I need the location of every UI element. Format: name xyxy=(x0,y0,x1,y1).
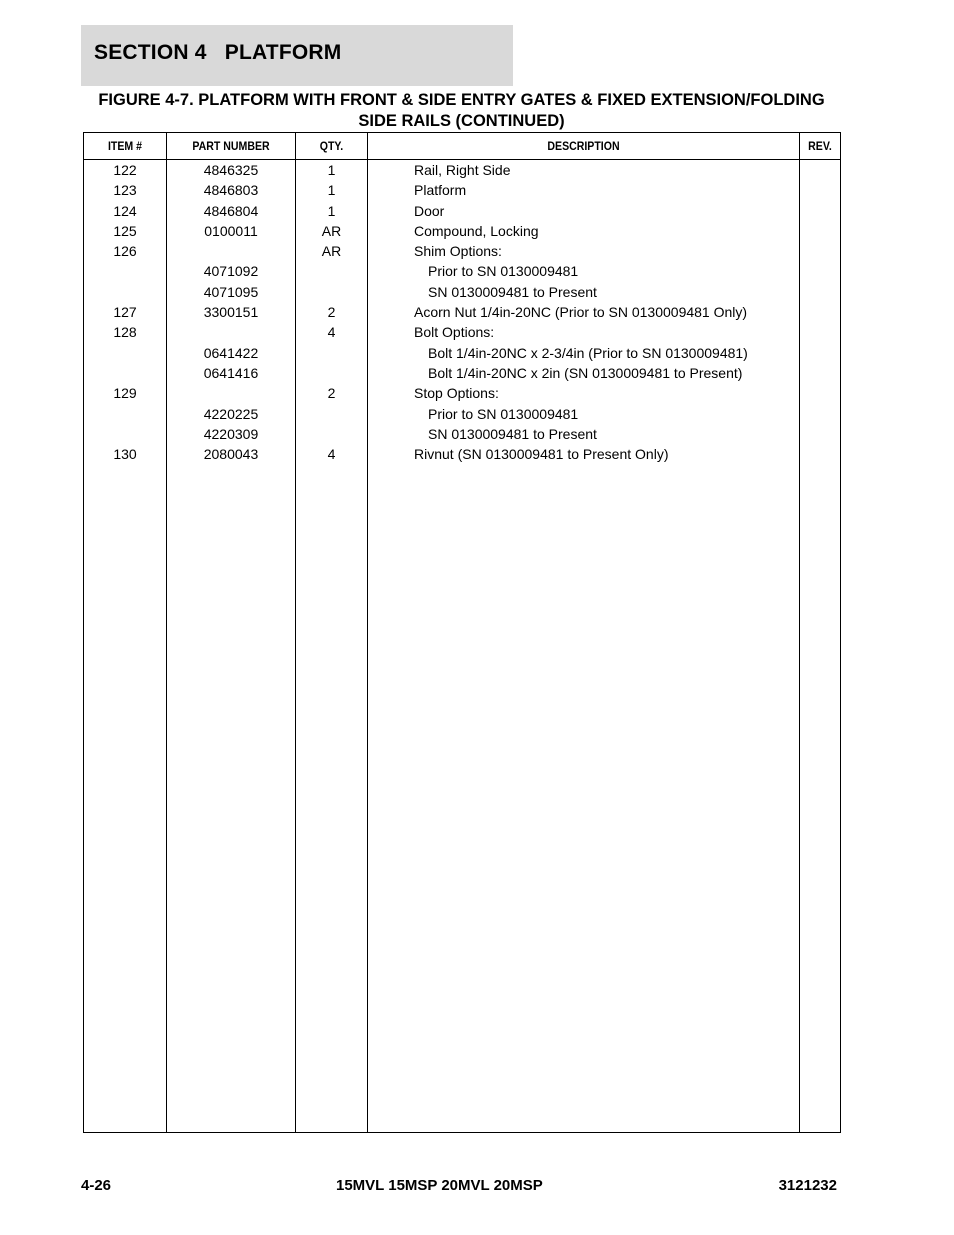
part-number-cell: 0641422 xyxy=(203,344,259,361)
document-number: 3121232 xyxy=(778,1177,837,1194)
page-number: 4-26 xyxy=(81,1177,112,1194)
quantity-cell: 1 xyxy=(327,162,336,178)
quantity-cell: 2 xyxy=(327,304,336,321)
table-row xyxy=(84,424,840,444)
quantity-cell: 2 xyxy=(327,385,336,402)
table-row xyxy=(84,201,840,221)
figure-title-line-1: FIGURE 4-7. PLATFORM WITH FRONT & SIDE ENTRY GATES & FIXED EXTENSION/FOLDING xyxy=(98,91,825,109)
part-number-cell: 4071092 xyxy=(203,263,259,280)
quantity-cell: 4 xyxy=(327,324,336,341)
description-cell: SN 0130009481 to Present xyxy=(428,283,597,300)
quantity-cell: AR xyxy=(321,243,342,260)
table-row xyxy=(84,160,840,180)
description-cell: SN 0130009481 to Present xyxy=(428,425,597,442)
quantity-cell: 4 xyxy=(327,446,336,463)
description-cell: Compound, Locking xyxy=(414,222,539,239)
table-row xyxy=(84,282,840,302)
item-number-cell: 126 xyxy=(113,243,137,260)
description-cell: Bolt 1/4in-20NC x 2-3/4in (Prior to SN 0130009481) xyxy=(428,344,748,361)
figure-title-line-2: SIDE RAILS (CONTINUED) xyxy=(358,112,565,130)
description-cell: Prior to SN 0130009481 xyxy=(428,263,579,280)
part-number-cell: 3300151 xyxy=(203,304,259,321)
description-cell: Bolt Options: xyxy=(414,324,495,341)
table-row xyxy=(84,302,840,322)
item-number-cell: 130 xyxy=(113,446,137,463)
quantity-cell: 1 xyxy=(327,182,336,199)
description-cell: Bolt 1/4in-20NC x 2in (SN 0130009481 to Present) xyxy=(428,364,743,381)
table-row xyxy=(84,261,840,281)
item-number-cell: 127 xyxy=(113,304,137,321)
table-row xyxy=(84,404,840,424)
header-qty: QTY. xyxy=(319,139,344,153)
table-row xyxy=(84,363,840,383)
table-body xyxy=(84,160,840,464)
header-part-number: PART NUMBER xyxy=(192,139,270,153)
part-number-cell: 4220225 xyxy=(203,405,259,422)
description-cell: Acorn Nut 1/4in-20NC (Prior to SN 0130009481 Only) xyxy=(414,304,748,321)
table-row xyxy=(84,221,840,241)
part-number-cell: 0641416 xyxy=(203,364,259,381)
section-title: SECTION 4 PLATFORM xyxy=(94,41,342,64)
part-number-cell: 0100011 xyxy=(204,222,258,239)
table-row xyxy=(84,444,840,464)
quantity-cell: AR xyxy=(321,222,342,239)
item-number-cell: 128 xyxy=(113,324,137,341)
section-header xyxy=(81,25,513,86)
description-cell: Shim Options: xyxy=(414,243,502,260)
part-number-cell: 4071095 xyxy=(203,283,259,300)
table-row xyxy=(84,322,840,342)
table-row xyxy=(84,241,840,261)
item-number-cell: 124 xyxy=(113,202,137,219)
header-item: ITEM # xyxy=(107,139,143,153)
table-row xyxy=(84,180,840,200)
item-number-cell: 125 xyxy=(113,222,137,239)
part-number-cell: 4846325 xyxy=(203,162,259,178)
description-cell: Rail, Right Side xyxy=(414,162,511,178)
item-number-cell: 129 xyxy=(113,385,137,402)
header-rev: REV. xyxy=(808,139,832,153)
header-description: DESCRIPTION xyxy=(547,139,620,153)
table-row xyxy=(84,383,840,403)
description-cell: Rivnut (SN 0130009481 to Present Only) xyxy=(414,446,669,463)
description-cell: Platform xyxy=(414,182,467,199)
item-number-cell: 122 xyxy=(113,162,137,178)
item-number-cell: 123 xyxy=(113,182,137,199)
description-cell: Prior to SN 0130009481 xyxy=(428,405,579,422)
parts-table xyxy=(83,132,841,1133)
model-list: 15MVL 15MSP 20MVL 20MSP xyxy=(336,1177,543,1194)
part-number-cell: 4846804 xyxy=(203,202,259,219)
table-row xyxy=(84,343,840,363)
figure-title xyxy=(83,90,840,132)
description-cell: Stop Options: xyxy=(414,385,499,402)
quantity-cell: 1 xyxy=(327,202,336,219)
part-number-cell: 2080043 xyxy=(203,446,259,463)
part-number-cell: 4846803 xyxy=(203,182,259,199)
description-cell: Door xyxy=(414,202,445,219)
part-number-cell: 4220309 xyxy=(203,425,259,442)
